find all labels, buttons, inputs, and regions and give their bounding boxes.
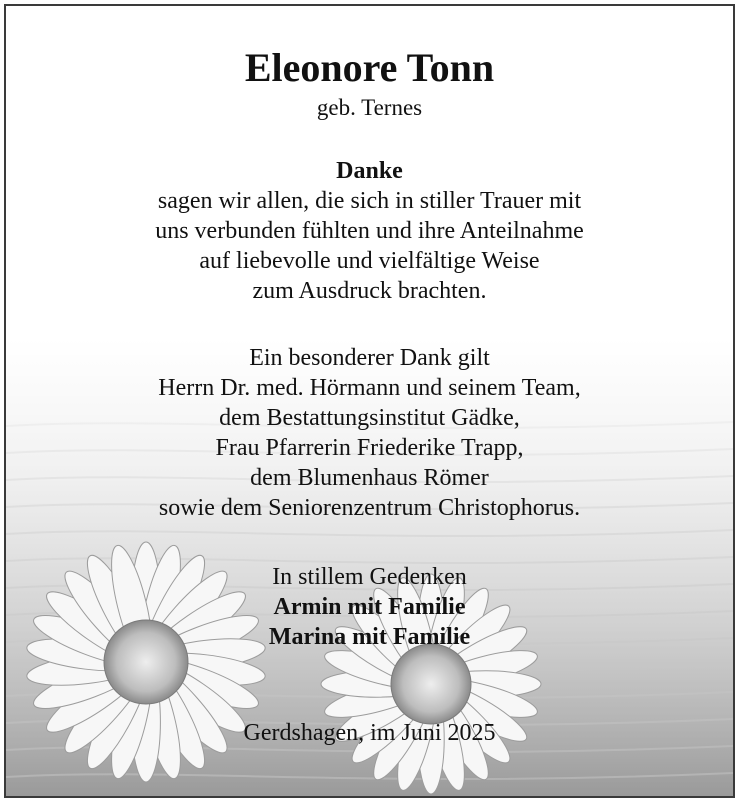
special-thanks-line: dem Bestattungsinstitut Gädke, bbox=[219, 405, 520, 431]
obituary-card bbox=[4, 4, 735, 798]
place-date: Gerdshagen, im Juni 2025 bbox=[243, 720, 496, 746]
special-thanks-line: Herrn Dr. med. Hörmann und seinem Team, bbox=[158, 375, 581, 401]
thanks-line: zum Ausdruck brachten. bbox=[252, 278, 487, 304]
thanks-heading: Danke bbox=[336, 158, 403, 184]
memory-line: In stillem Gedenken bbox=[272, 564, 467, 590]
thanks-line: uns verbunden fühlten und ihre Anteilnahme bbox=[155, 218, 584, 244]
thanks-section bbox=[6, 156, 733, 306]
deceased-name: Eleonore Tonn bbox=[244, 45, 495, 90]
special-thanks-section bbox=[6, 343, 733, 523]
birth-name: geb. Ternes bbox=[316, 95, 423, 120]
family-name: Armin mit Familie bbox=[273, 594, 466, 620]
thanks-line: auf liebevolle und vielfältige Weise bbox=[199, 248, 540, 274]
thanks-line: sagen wir allen, die sich in stiller Trauer mit bbox=[157, 188, 582, 214]
memory-section bbox=[6, 562, 733, 652]
family-name: Marina mit Familie bbox=[268, 624, 471, 650]
special-thanks-line: Ein besonderer Dank gilt bbox=[249, 345, 490, 371]
special-thanks-line: Frau Pfarrerin Friederike Trapp, bbox=[215, 435, 524, 461]
special-thanks-line: dem Blumenhaus Römer bbox=[250, 465, 489, 491]
special-thanks-line: sowie dem Seniorenzentrum Christophorus. bbox=[158, 495, 581, 521]
